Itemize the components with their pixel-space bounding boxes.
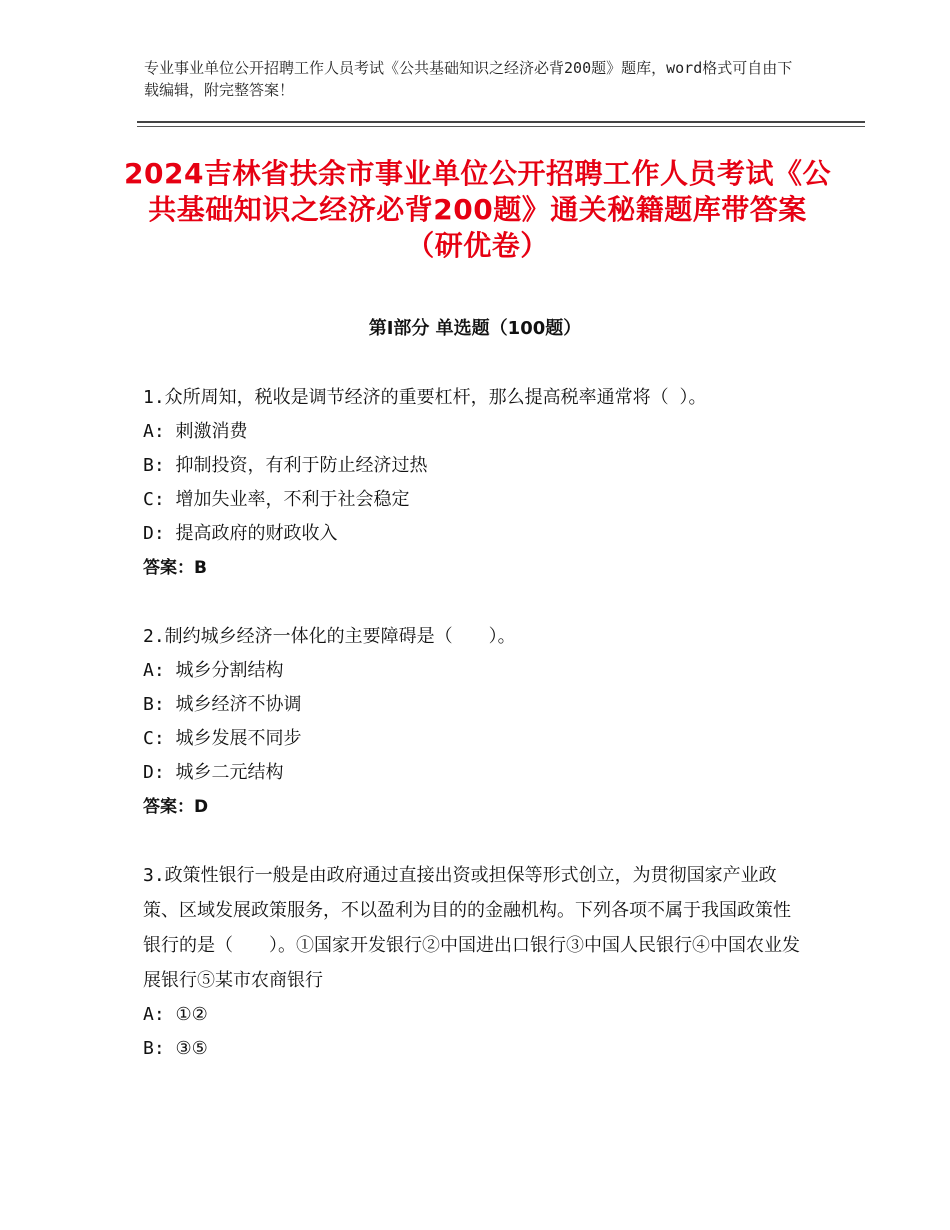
- answer: 答案：D: [143, 797, 209, 817]
- question-stem: 3.政策性银行一般是由政府通过直接出资或担保等形式创立，为贯彻国家产业政策、区域发展政策服务，不以盈利为目的的金融机构。下列各项不属于我国政策性银行的是（ ）。①国家开发银行②中国进出口银行③中国人民银行④中国农业发展银行⑤某市农商银行: [143, 865, 800, 991]
- question-stem: 1.众所周知，税收是调节经济的重要杠杆，那么提高税率通常将（ ）。: [143, 387, 707, 408]
- option-c: C: 城乡发展不同步: [143, 728, 302, 749]
- answer: 答案：B: [143, 558, 207, 578]
- option-d: D: 提高政府的财政收入: [143, 523, 338, 544]
- question-3: [143, 858, 803, 1066]
- question-1: [143, 380, 803, 585]
- option-a: A: 刺激消费: [143, 421, 248, 442]
- spacer: [143, 824, 803, 858]
- header-note: 专业事业单位公开招聘工作人员考试《公共基础知识之经济必背200题》题库，word格式可自由下载编辑，附完整答案！: [144, 59, 793, 99]
- option-a: A: ①②: [143, 1004, 208, 1025]
- option-c: C: 增加失业率，不利于社会稳定: [143, 489, 410, 510]
- header-rule: [137, 121, 865, 123]
- option-b: B: ③⑤: [143, 1038, 208, 1059]
- document-title: 2024吉林省扶余市事业单位公开招聘工作人员考试《公共基础知识之经济必背200题》通关秘籍题库带答案（研优卷）: [124, 157, 831, 262]
- option-a: A: 城乡分割结构: [143, 660, 284, 681]
- spacer: [143, 585, 803, 619]
- option-b: B: 城乡经济不协调: [143, 694, 302, 715]
- question-2: [143, 619, 803, 824]
- header-rule-thin: [137, 126, 865, 127]
- question-list: [143, 380, 803, 1066]
- question-stem: 2.制约城乡经济一体化的主要障碍是（ ）。: [143, 626, 516, 647]
- option-d: D: 城乡二元结构: [143, 762, 284, 783]
- option-b: B: 抑制投资，有利于防止经济过热: [143, 455, 428, 476]
- section-heading: 第I部分 单选题（100题）: [368, 318, 582, 339]
